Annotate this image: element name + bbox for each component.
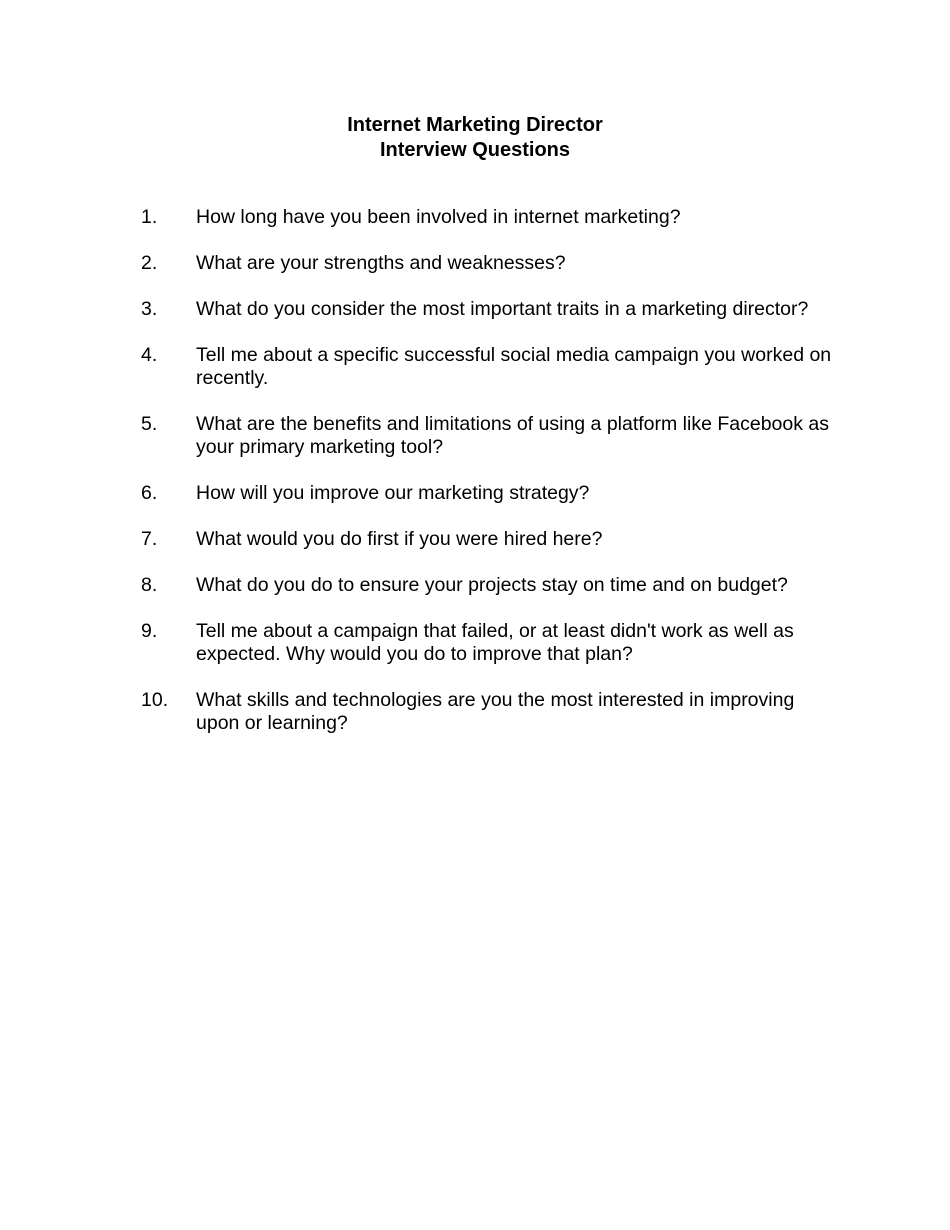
question-list [141,206,841,758]
question-item-8 [141,574,841,597]
question-text: How will you improve our marketing strategy? [196,482,590,504]
question-number: 4. [141,344,158,366]
title-line-1: Internet Marketing Director [347,114,603,136]
question-number: 10. [141,689,169,711]
question-item-5 [141,413,841,459]
question-item-9 [141,620,841,666]
question-number: 1. [141,206,158,228]
question-item-3 [141,298,841,321]
document-title [0,113,950,163]
question-number: 8. [141,574,158,596]
question-number: 9. [141,620,158,642]
title-line-2: Interview Questions [379,139,571,161]
question-number: 6. [141,482,158,504]
question-text: What do you consider the most important traits in a marketing director? [196,298,809,320]
question-item-4 [141,344,841,390]
question-text: How long have you been involved in internet marketing? [196,206,681,228]
question-text: Tell me about a campaign that failed, or at least didn't work as well as expected. Why would you do to improve that plan? [196,620,794,665]
question-text: What skills and technologies are you the most interested in improving upon or learning? [196,689,795,734]
question-number: 7. [141,528,158,550]
question-item-1 [141,206,841,229]
question-text: What would you do first if you were hired here? [196,528,603,550]
question-item-6 [141,482,841,505]
question-item-2 [141,252,841,275]
question-text: Tell me about a specific successful social media campaign you worked on recently. [196,344,832,389]
question-item-10 [141,689,841,735]
question-item-7 [141,528,841,551]
question-number: 5. [141,413,158,435]
question-number: 3. [141,298,158,320]
question-text: What do you do to ensure your projects stay on time and on budget? [196,574,788,596]
question-text: What are your strengths and weaknesses? [196,252,566,274]
question-text: What are the benefits and limitations of using a platform like Facebook as your primary marketing tool? [196,413,829,458]
question-number: 2. [141,252,158,274]
